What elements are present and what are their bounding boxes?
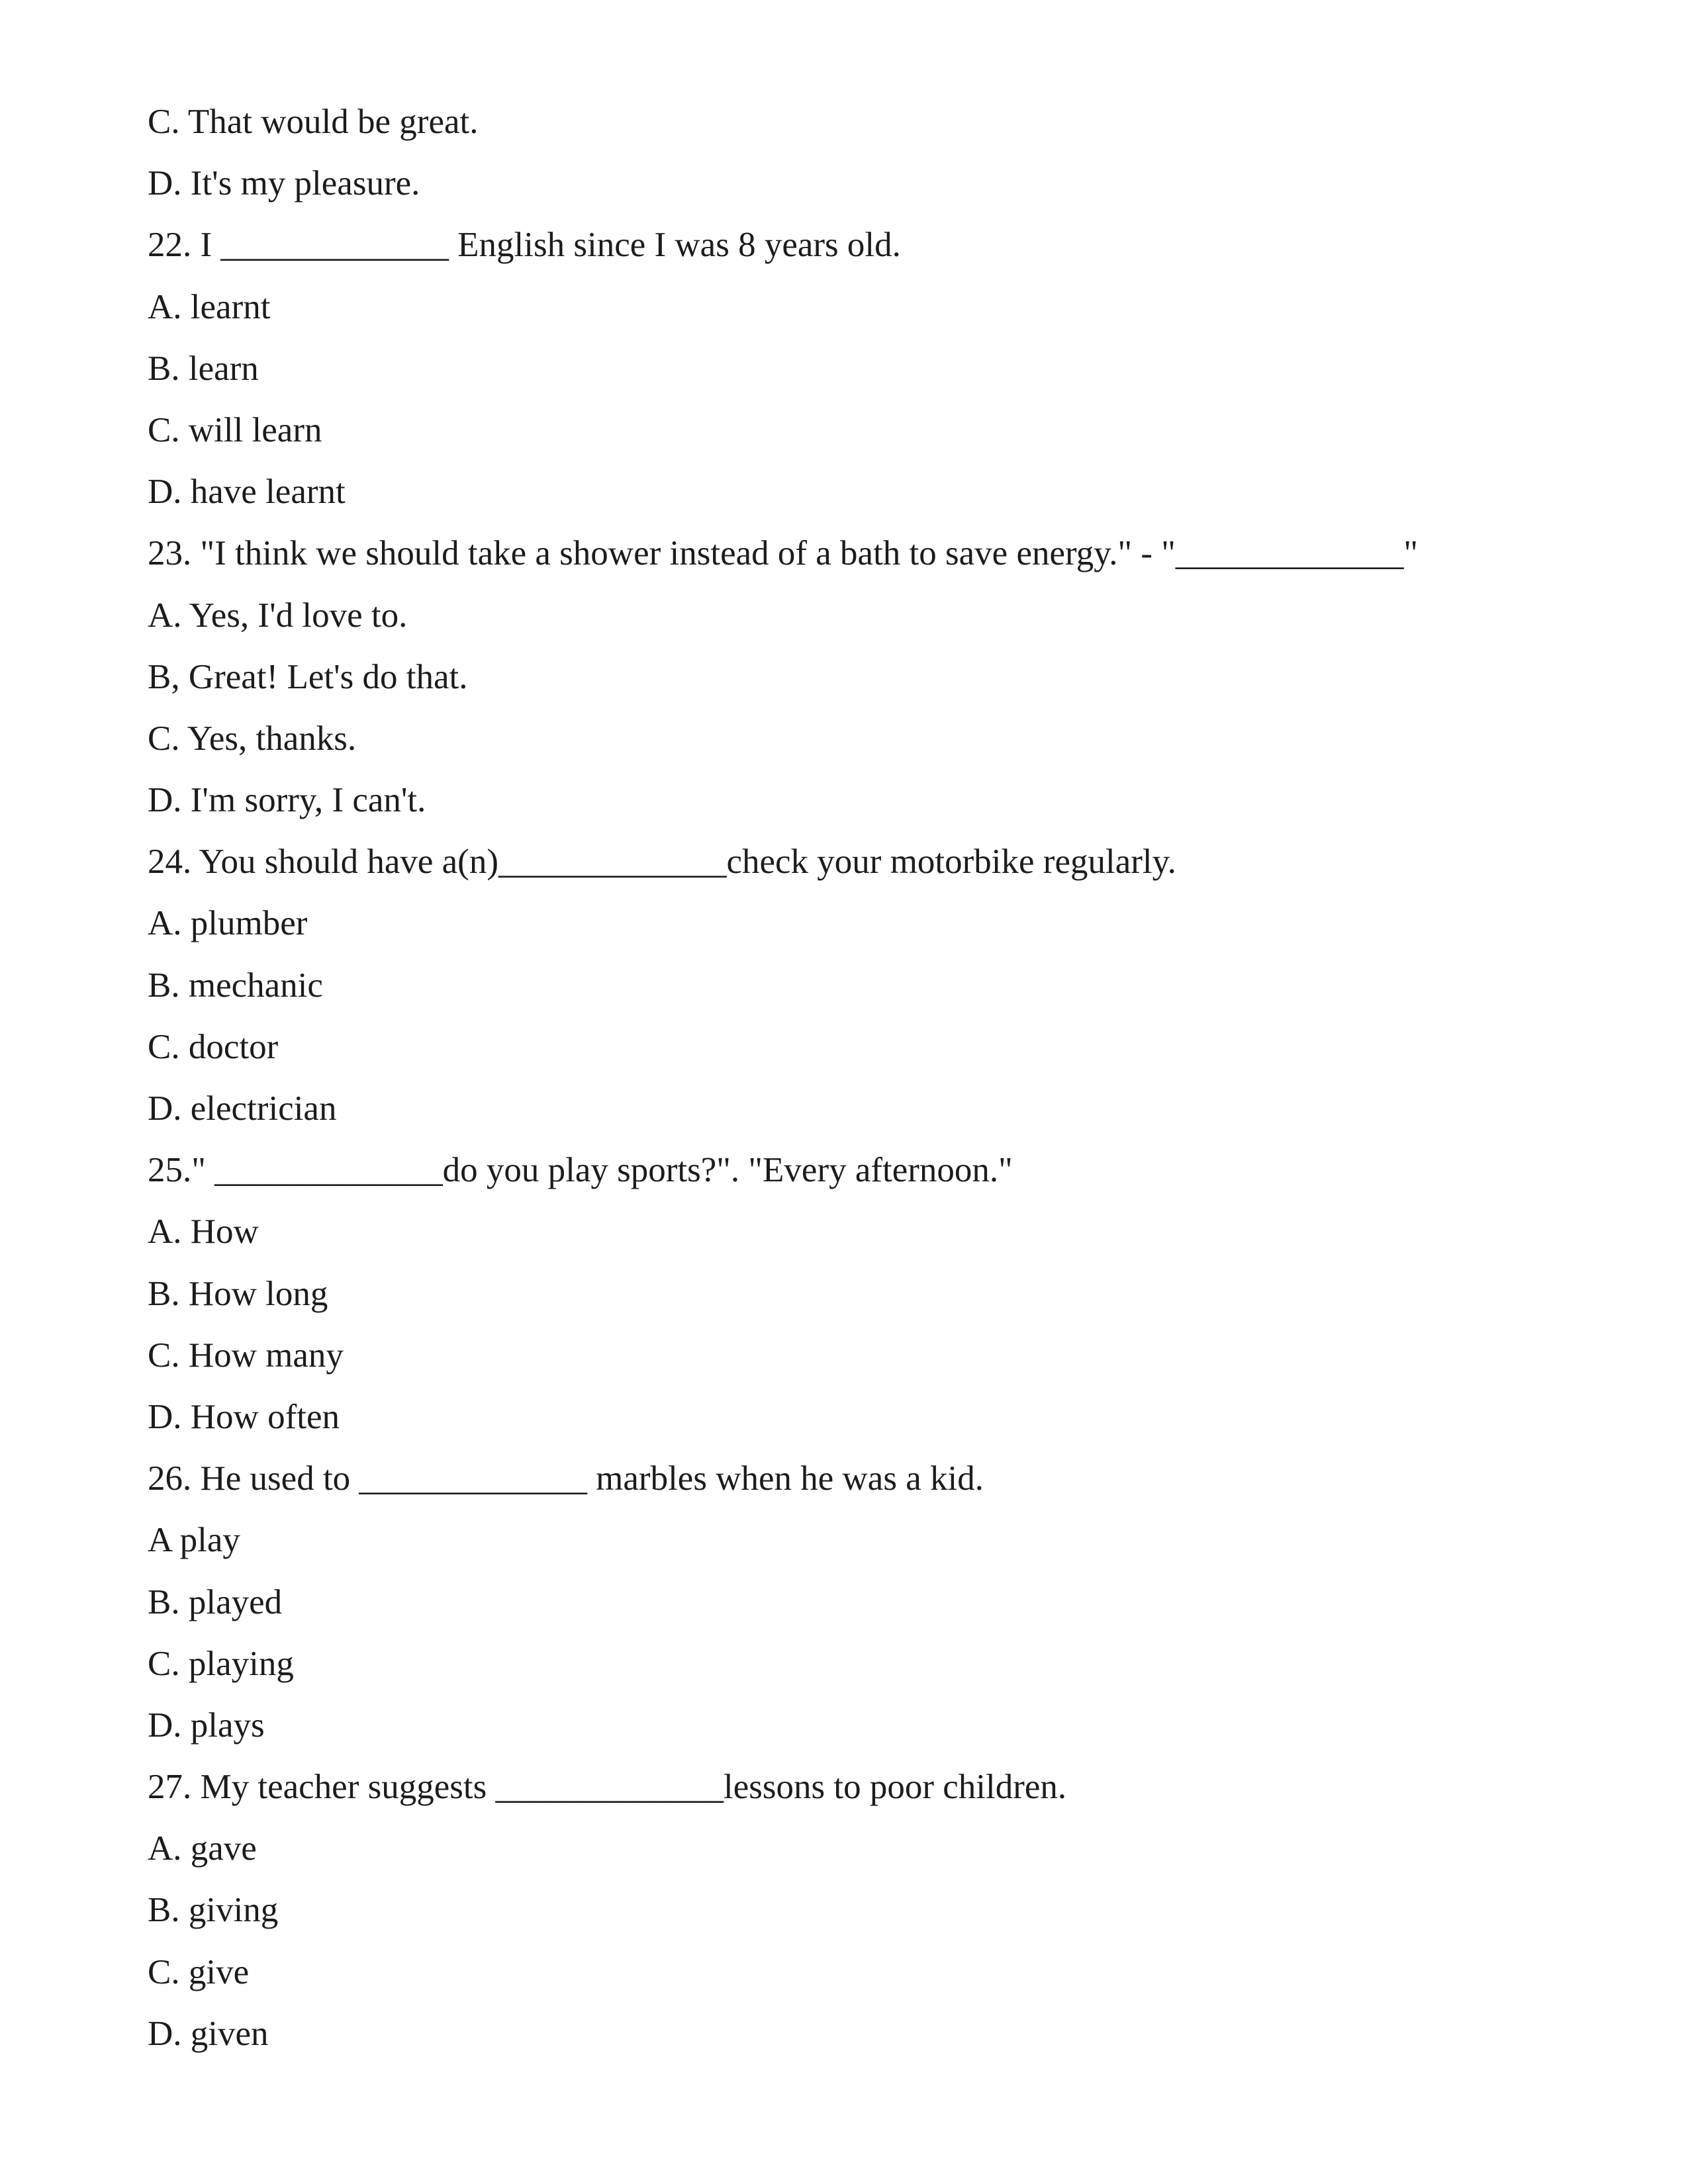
option-26-a: A play	[148, 1521, 240, 1560]
question-list	[148, 91, 1571, 2065]
question-27: 27. My teacher suggests _____________lessons to poor children.	[148, 1768, 1067, 1807]
option-22-c: C. will learn	[148, 410, 322, 449]
question-25: 25." _____________do you play sports?". "Every afternoon."	[148, 1151, 1013, 1190]
question-23: 23. "I think we should take a shower instead of a bath to save energy." - "_____________"	[148, 534, 1419, 573]
option-27-c: C. give	[148, 1952, 250, 1991]
option-26-b: B. played	[148, 1582, 283, 1621]
option-24-c: C. doctor	[148, 1027, 279, 1066]
option-25-a: A. How	[148, 1212, 259, 1251]
option-25-d: D. How often	[148, 1397, 340, 1436]
option-25-c: C. How many	[148, 1336, 344, 1375]
option-23-c: C. Yes, thanks.	[148, 719, 357, 758]
option-21-c: C. That would be great.	[148, 103, 479, 141]
option-27-a: A. gave	[148, 1829, 257, 1868]
option-24-b: B. mechanic	[148, 966, 323, 1005]
option-23-b: B, Great! Let's do that.	[148, 657, 468, 696]
option-27-b: B. giving	[148, 1891, 279, 1930]
option-24-a: A. plumber	[148, 904, 308, 943]
option-26-c: C. playing	[148, 1644, 294, 1683]
option-27-d: D. given	[148, 2014, 269, 2053]
question-22: 22. I _____________ English since I was 8 years old.	[148, 226, 901, 265]
option-23-d: D. I'm sorry, I can't.	[148, 781, 426, 820]
option-22-a: A. learnt	[148, 287, 271, 326]
option-22-d: D. have learnt	[148, 473, 346, 512]
question-26: 26. He used to _____________ marbles when he was a kid.	[148, 1459, 984, 1498]
option-21-d: D. It's my pleasure.	[148, 164, 420, 203]
option-23-a: A. Yes, I'd love to.	[148, 596, 408, 635]
question-24: 24. You should have a(n)_____________check your motorbike regularly.	[148, 842, 1176, 882]
option-24-d: D. electrician	[148, 1089, 337, 1128]
option-25-b: B. How long	[148, 1274, 328, 1313]
option-22-b: B. learn	[148, 349, 259, 388]
option-26-d: D. plays	[148, 1706, 265, 1745]
